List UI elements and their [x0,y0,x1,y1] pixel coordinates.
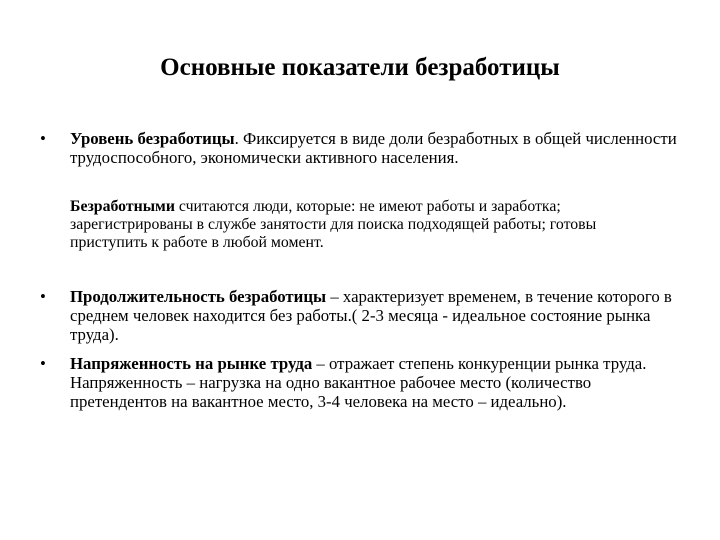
slide-title: Основные показатели безработицы [160,54,560,81]
sub-term: Безработными [70,198,175,215]
bullet-text [70,129,680,167]
bullet-description: . Фиксируется в виде доли безработных в общей численности трудоспособного, экономически активного населения. [70,129,677,167]
bullet-labor-market-tension [40,354,680,411]
bullet-unemployment-duration [40,287,680,344]
bullet-text [70,287,680,344]
bullet-description: – характеризует временем, в течение которого в среднем человек находится без работы.( 2-3 месяца - идеальное состояние рынка труда). [70,287,672,344]
bullet-dot-icon: • [40,354,46,373]
bullet-text [70,354,680,411]
bullet-unemployment-rate [40,129,680,167]
bullet-term: Напряженность на рынке труда [70,354,313,373]
sub-description: считаются люди, которые: не имеют работы и заработка; зарегистрированы в службе занятости для поиска подходящей работы; готовы приступить к работе в любой момент. [70,198,597,251]
sub-paragraph-unemployed-definition [70,198,670,252]
bullet-term: Продолжительность безработицы [70,287,327,306]
bullet-dot-icon: • [40,287,46,306]
bullet-dot-icon: • [40,129,46,148]
bullet-term: Уровень безработицы [70,129,235,148]
bullet-description: – отражает степень конкуренции рынка труда. Напряженность – нагрузка на одно вакантное рабочее место (количество претендентов на вакантное место, 3-4 человека на место – идеально). [70,354,647,411]
